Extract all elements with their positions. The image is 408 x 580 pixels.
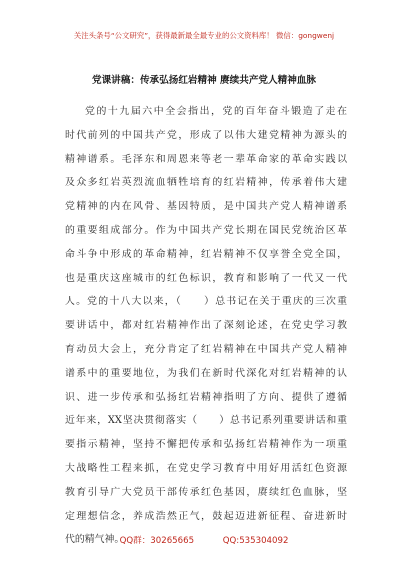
body-line: 的重要组成部分。作为中国共产党长期在国民党统治区革 [65, 224, 347, 236]
body-line: 要指示精神，坚持不懈把传承和弘扬红岩精神作为一项重 [65, 439, 347, 451]
body-line: 及众多红岩英烈流血牺牲培育的红岩精神，传承着伟大建 [65, 177, 347, 189]
body-line: 大战略性工程来抓，在党史学习教育中用好用活红色资源 [65, 462, 347, 474]
body-line: 命斗争中形成的革命精神，红岩精神不仅享誉全党全国， [65, 248, 347, 260]
body-line: 人。党的十八大以来，（ ）总书记在关于重庆的三次重 [65, 296, 347, 308]
body-line: 代的精气神。 [65, 534, 125, 546]
body-line: 育动员大会上，充分肯定了红岩精神在中国共产党人精神 [65, 343, 347, 355]
footer-contact [0, 534, 408, 546]
document-title: 党课讲稿：传承弘扬红岩精神 赓续共产党人精神血脉 [92, 75, 316, 86]
body-line: 党的十九届六中全会指出，党的百年奋斗锻造了走在 [85, 106, 347, 117]
body-line: 教育引导广大党员干部传承红色基因，赓续红色血脉，坚 [65, 486, 347, 498]
body-line: 时代前列的中国共产党，形成了以伟大建党精神为源头的 [65, 129, 347, 141]
footer-qq-group: QQ群：30265665 [119, 536, 195, 546]
header-note: 关注头条号“公文研究”，获得最新最全最专业的公文资料库！ 微信：gongwenj [73, 31, 335, 40]
body-line: 党精神的内在风骨、基因特质，是中国共产党人精神谱系 [65, 201, 347, 213]
body-line: 精神谱系。毛泽东和周恩来等老一辈革命家的革命实践以 [65, 153, 347, 165]
body-line: 也是重庆这座城市的红色标识，教育和影响了一代又一代 [65, 272, 347, 284]
body-line: 定理想信念，养成浩然正气，鼓起迈进新征程、奋进新时 [65, 510, 347, 522]
document-body [65, 100, 347, 552]
body-line: 谱系中的重要地位，为我们在新时代深化对红岩精神的认 [65, 367, 347, 379]
body-line: 近年来，XX坚决贯彻落实（ ）总书记系列重要讲话和重 [65, 415, 347, 427]
body-line: 要讲话中，都对红岩精神作出了深刻论述，在党史学习教 [65, 320, 347, 332]
body-line: 识、进一步传承和弘扬红岩精神指明了方向、提供了遵循 [65, 391, 347, 403]
footer-qq: QQ:535304092 [222, 536, 289, 546]
